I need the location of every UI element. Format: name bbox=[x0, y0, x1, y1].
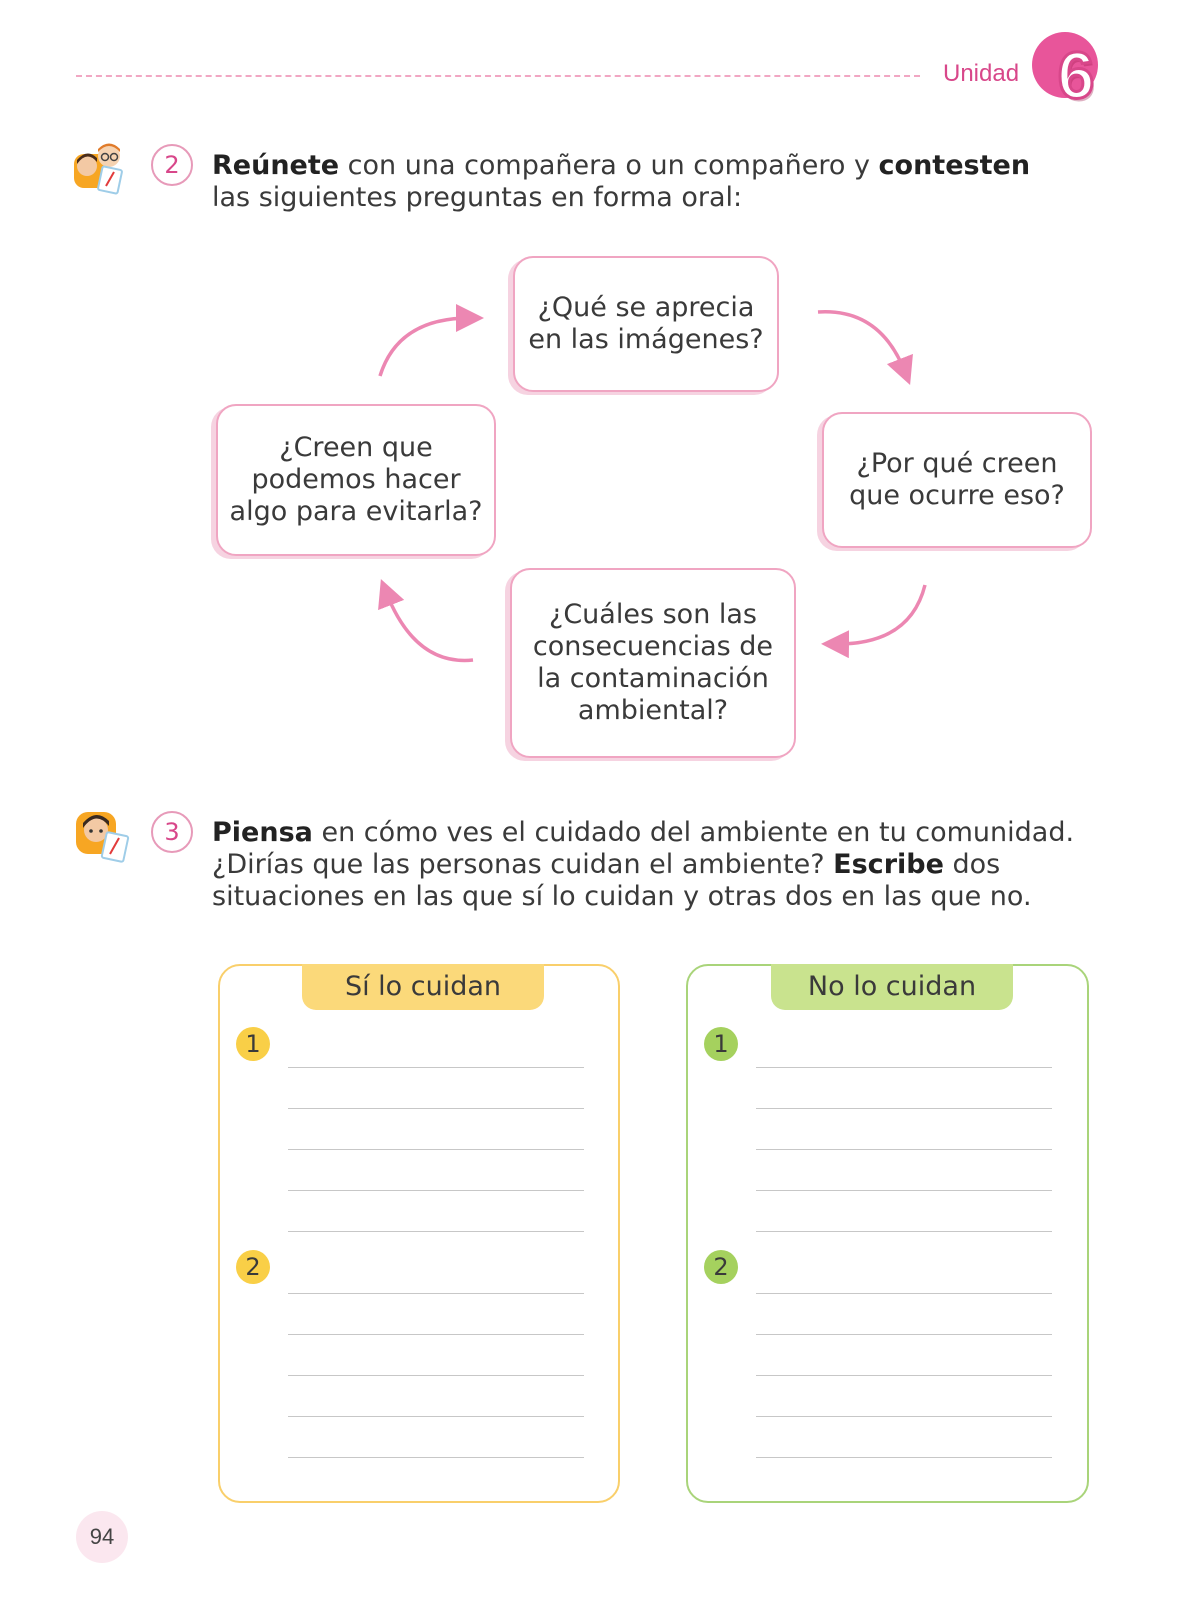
yes-write-line[interactable] bbox=[288, 1375, 584, 1376]
unit-number: 6 bbox=[1057, 38, 1095, 112]
no-write-line[interactable] bbox=[756, 1108, 1052, 1109]
activity-2-number: 2 bbox=[151, 144, 193, 186]
yes-write-line[interactable] bbox=[288, 1190, 584, 1191]
arrow-top-right bbox=[818, 312, 905, 372]
no-write-line[interactable] bbox=[756, 1375, 1052, 1376]
yes-item-1-number: 1 bbox=[236, 1027, 270, 1061]
unit-label: Unidad bbox=[943, 60, 1020, 87]
yes-write-line[interactable] bbox=[288, 1231, 584, 1232]
yes-write-line[interactable] bbox=[288, 1149, 584, 1150]
cycle-box-right: ¿Por qué creen que ocurre eso? bbox=[822, 412, 1092, 548]
student-writing-icon bbox=[74, 806, 132, 864]
no-write-line[interactable] bbox=[756, 1190, 1052, 1191]
activity-3-bold-2: Escribe bbox=[833, 849, 944, 880]
yes-write-line[interactable] bbox=[288, 1416, 584, 1417]
no-write-line[interactable] bbox=[756, 1416, 1052, 1417]
yes-write-line[interactable] bbox=[288, 1293, 584, 1294]
no-item-1-number: 1 bbox=[704, 1027, 738, 1061]
no-care-title: No lo cuidan bbox=[771, 964, 1013, 1010]
no-care-box bbox=[686, 964, 1089, 1503]
no-write-line[interactable] bbox=[756, 1231, 1052, 1232]
activity-2-text-2: las siguientes preguntas en forma oral: bbox=[212, 182, 743, 213]
arrow-top-left bbox=[380, 318, 470, 376]
yes-care-title: Sí lo cuidan bbox=[302, 964, 544, 1010]
yes-item-2-number: 2 bbox=[236, 1250, 270, 1284]
no-write-line[interactable] bbox=[756, 1149, 1052, 1150]
no-item-2-number: 2 bbox=[704, 1250, 738, 1284]
activity-3-text-2: dos situaciones en las que sí lo cuidan y otras dos en las que no. bbox=[212, 849, 1032, 912]
cycle-box-bottom: ¿Cuáles son las consecuencias de la contaminación ambiental? bbox=[510, 568, 796, 758]
yes-write-line[interactable] bbox=[288, 1067, 584, 1068]
cycle-box-top: ¿Qué se aprecia en las imágenes? bbox=[513, 256, 779, 392]
activity-3-number: 3 bbox=[151, 811, 193, 853]
activity-2-bold-1: Reúnete bbox=[212, 150, 340, 181]
arrow-bottom-right bbox=[835, 585, 925, 644]
yes-write-line[interactable] bbox=[288, 1457, 584, 1458]
no-write-line[interactable] bbox=[756, 1067, 1052, 1068]
activity-2-text-1: con una compañera o un compañero y bbox=[339, 150, 879, 181]
yes-care-box bbox=[218, 964, 620, 1503]
yes-write-line[interactable] bbox=[288, 1108, 584, 1109]
arrow-bottom-left bbox=[386, 592, 473, 660]
yes-write-line[interactable] bbox=[288, 1334, 584, 1335]
activity-3-text-1: en cómo ves el cuidado del ambiente en tu comunidad. ¿Dirías que las personas cuidan el ambiente? bbox=[212, 817, 1075, 880]
activity-2-bold-2: contesten bbox=[878, 150, 1031, 181]
page-number: 94 bbox=[76, 1511, 128, 1563]
activity-3-bold-1: Piensa bbox=[212, 817, 313, 848]
no-write-line[interactable] bbox=[756, 1334, 1052, 1335]
no-write-line[interactable] bbox=[756, 1457, 1052, 1458]
activity-3-instruction bbox=[212, 817, 1082, 913]
cycle-box-left: ¿Creen que podemos hacer algo para evitarla? bbox=[216, 404, 496, 556]
no-write-line[interactable] bbox=[756, 1293, 1052, 1294]
